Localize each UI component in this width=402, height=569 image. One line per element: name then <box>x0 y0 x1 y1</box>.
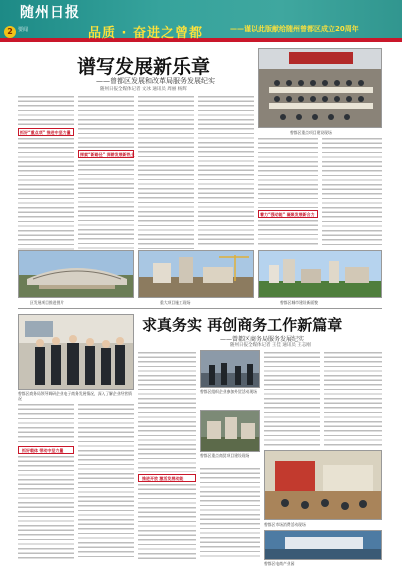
article1-column-2a <box>78 96 134 148</box>
article2-photo-trade <box>200 350 260 388</box>
article1-column-5 <box>258 138 318 208</box>
article2-photo-project-caption: 曾都区重点商贸项目建设现场 <box>200 453 250 458</box>
article2-column-3b <box>138 484 196 560</box>
article1-photo-construction-caption: 重大项目施工现场 <box>160 300 191 305</box>
article1-photo-stadium-caption: 区发展项目推进图片 <box>30 300 65 305</box>
article2-column-1b <box>18 456 74 560</box>
article1-photo-meeting <box>258 48 382 128</box>
newspaper-name: 随州日报 <box>20 5 80 21</box>
banner-title: 品质 · 奋进之曾都 <box>88 26 203 41</box>
article2-column-1a <box>18 404 74 444</box>
article1-column-6 <box>322 138 382 246</box>
section-label: 要闻 <box>18 27 29 33</box>
article2-title: 求真务实 再创商务工作新篇章 <box>142 316 343 334</box>
article1-subhead-1: 抓好“重点项” 推进中坚力量 <box>20 130 71 135</box>
article2-column-3a <box>138 352 196 472</box>
page-number-badge: 2 <box>4 26 16 38</box>
article1-title: 谱写发展新乐章 <box>77 56 211 78</box>
article2-subhead-1: 抓好载体 带动中坚力量 <box>22 448 64 453</box>
article2-photo-visit <box>18 314 134 390</box>
article1-photo-city <box>258 250 382 298</box>
article2-photo-visit-caption: 曾都区商务局领导调研企业电子商务发展情况，深入了解企业经营情况 <box>18 391 132 401</box>
article2-photo-market <box>264 450 382 520</box>
article1-photo-city-caption: 曾都区城市建设新面貌 <box>280 300 318 305</box>
article2-photo-ecommerce-caption: 曾都区电商产业园 <box>264 561 295 566</box>
article2-photo-ecommerce <box>264 530 382 560</box>
article2-column-4 <box>200 468 260 560</box>
article1-column-4 <box>198 96 254 246</box>
article1-photo-meeting-caption: 曾都区重点项目建设现场 <box>290 130 332 135</box>
article1-byline: 随州日报全媒体记者 文冰 通讯员 周丽 杨辉 <box>100 87 187 92</box>
article2-photo-market-caption: 曾都区市场消费活动现场 <box>264 522 306 527</box>
article2-subtitle: ——曾都区商务局服务发展纪实 <box>220 336 305 343</box>
article1-column-1a <box>18 96 74 126</box>
article1-column-5b <box>258 220 318 246</box>
article2-photo-trade-caption: 曾都区组织企业参加外贸活动现场 <box>200 389 257 394</box>
article2-column-2 <box>78 404 134 560</box>
article1-subhead-3: 着力“强动能” 凝聚发展新合力 <box>260 212 315 217</box>
article1-subhead-2: 探索“新路径” 深耕发展新热土 <box>80 152 135 157</box>
article1-photo-stadium <box>18 250 134 298</box>
anniversary-line: ——谨以此版献给随州曾都区成立20周年 <box>230 25 359 33</box>
article2-photo-project <box>200 410 260 452</box>
article2-column-6 <box>324 352 382 446</box>
article1-subtitle: ——曾都区发展和改革局服务发展纪实 <box>96 77 215 85</box>
article2-column-5 <box>264 352 320 446</box>
article2-subhead-2: 推进开放 激活发展动能 <box>142 476 184 481</box>
article2-byline: 随州日报全媒体记者 王佳 通讯员 王志刚 <box>230 343 311 348</box>
article-divider <box>18 308 382 309</box>
article1-photo-construction <box>138 250 254 298</box>
